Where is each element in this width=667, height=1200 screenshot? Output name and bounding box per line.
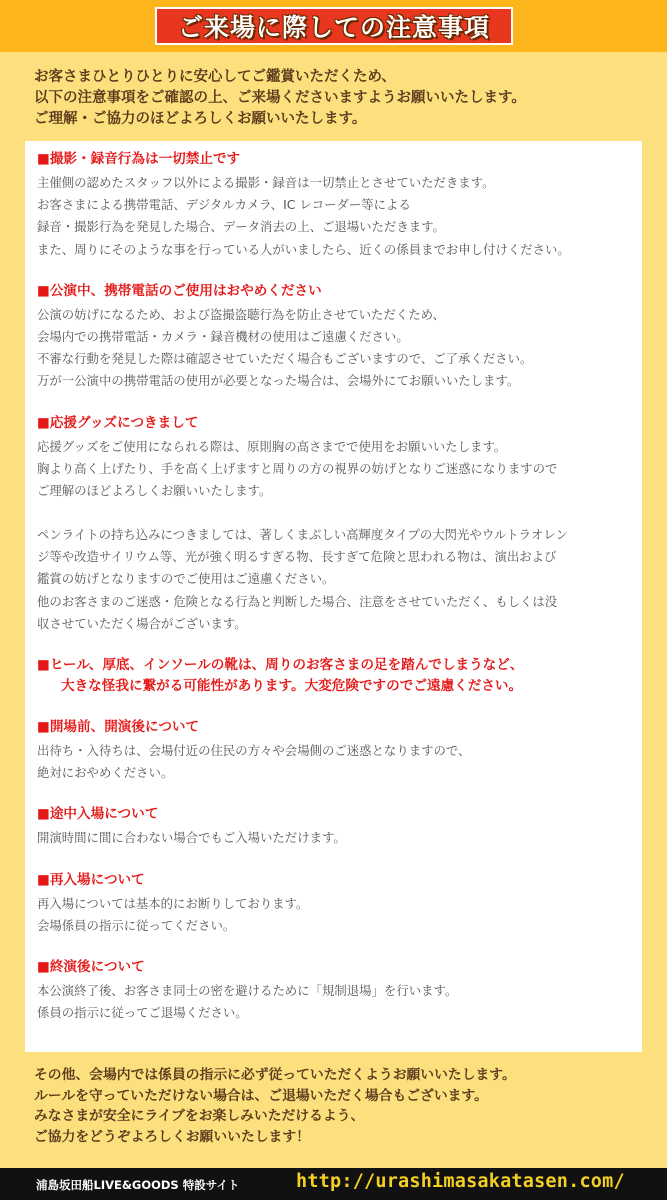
section-line: 本公演終了後、お客さま同士の密を避けるために「規制退場」を行います。 xyxy=(37,982,458,998)
section-line: 出待ち・入待ちは、会場付近の住民の方々や会場側のご迷惑となりますので、 xyxy=(37,743,471,758)
section-line: 応援グッズをご使用になられる際は、原則胸の高さまでで使用をお願いいたします。 xyxy=(37,438,507,454)
site-name: 浦島坂田船LIVE&GOODS 特設サイト xyxy=(36,1178,240,1192)
intro-line: 以下の注意事項をご確認の上、ご来場くださいますようお願いいたします。 xyxy=(34,90,526,106)
section-heading: ■撮影・録音行為は一切禁止です xyxy=(37,151,241,167)
notice-panel xyxy=(25,141,642,1052)
section-heading: ■応援グッズにつきまして xyxy=(37,414,199,431)
section-reentry xyxy=(37,870,630,937)
section-heels-warning xyxy=(37,655,630,697)
section-no-recording xyxy=(37,149,630,261)
section-heading: ■開場前、開演後について xyxy=(37,719,200,735)
section-line: お客さまによる携帯電話、デジタルカメラ、IC レコーダー等による xyxy=(37,197,411,213)
section-line: 鑑賞の妨げとなりますのでご使用はご遠慮ください。 xyxy=(37,571,335,587)
section-line: 会場係員の指示に従ってください。 xyxy=(37,917,236,933)
closing-line: その他、会場内では係員の指示に必ず従っていただくようお願いいたします。 xyxy=(34,1067,516,1083)
section-line: 録音・撮影行為を発見した場合、データ消去の上、ご退場いただきます。 xyxy=(37,219,445,235)
intro-line: ご理解・ご協力のほどよろしくお願いいたします。 xyxy=(34,111,367,127)
section-line: また、周りにそのような事を行っている人がいましたら、近くの係員までお申し付けください。 xyxy=(37,241,570,257)
section-line: 胸より高く上げたり、手を高く上げますと周りの方の視界の妨げとなりご迷惑になりますので xyxy=(37,460,558,476)
section-line: ジ等や改造サイリウム等、光が強く明るすぎる物、長すぎて危険と思われる物は、演出および xyxy=(37,549,557,565)
intro-text xyxy=(34,67,644,130)
closing-text xyxy=(34,1065,654,1147)
section-before-after xyxy=(37,717,630,784)
intro-line: お客さまひとりひとりに安心してご鑑賞いただくため、 xyxy=(34,69,396,85)
page-title: ご来場に際しての注意事項 xyxy=(177,13,490,42)
section-line: ご理解のほどよろしくお願いいたします。 xyxy=(37,482,272,498)
section-line: 主催側の認めたスタッフ以外による撮影・録音は一切禁止とさせていただきます。 xyxy=(37,175,495,190)
section-line: ペンライトの持ち込みにつきましては、著しくまぶしい高輝度タイプの大閃光やウルトラオレン xyxy=(37,527,568,543)
warning-line: 大きな怪我に繋がる可能性があります。大変危険ですのでご遠慮ください。 xyxy=(61,678,523,694)
section-line: 絶対におやめください。 xyxy=(37,765,174,781)
section-heading: ■途中入場について xyxy=(37,806,159,823)
section-late-entry xyxy=(37,804,630,849)
section-line: 再入場については基本的にお断りしております。 xyxy=(37,895,309,911)
section-heading: ■終演後について xyxy=(37,958,145,975)
section-heading: ■再入場について xyxy=(37,871,145,888)
title-banner xyxy=(155,7,513,45)
section-line: 会場内での携帯電話・カメラ・録音機材の使用はご遠慮ください。 xyxy=(37,328,409,344)
section-heading: ■公演中、携帯電話のご使用はおやめください xyxy=(37,282,322,299)
section-after-show xyxy=(37,957,630,1024)
section-line: 収させていただく場合がございます。 xyxy=(37,615,247,631)
section-goods xyxy=(37,413,630,636)
warning-line: ■ヒール、厚底、インソールの靴は、周りのお客さまの足を踏んでしまうなど、 xyxy=(37,657,524,673)
section-line: 係員の指示に従ってご退場ください。 xyxy=(37,1005,248,1021)
closing-line: みなさまが安全にライブをお楽しみいただけるよう、 xyxy=(34,1108,365,1124)
section-line: 開演時間に間に合わない場合でもご入場いただけます。 xyxy=(37,830,346,846)
section-line: 他のお客さまのご迷惑・危険となる行為と判断した場合、注意をさせていただく、もしくは没 xyxy=(37,593,558,609)
section-no-phones xyxy=(37,281,630,393)
closing-line: ご協力をどうぞよろしくお願いいたします！ xyxy=(34,1128,310,1145)
closing-line: ルールを守っていただけない場合は、ご退場いただく場合もございます。 xyxy=(34,1087,488,1104)
section-line: 万が一公演中の携帯電話の使用が必要となった場合は、会場外にてお願いいたします。 xyxy=(37,373,520,389)
section-line: 不審な行動を発見した際は確認させていただく場合もございますので、ご了承ください。 xyxy=(37,351,533,367)
section-line: 公演の妨げになるため、および盗撮盗聴行為を防止させていただくため、 xyxy=(37,306,445,322)
site-url-link[interactable]: http://urashimasakatasen.com/ xyxy=(296,1171,625,1192)
